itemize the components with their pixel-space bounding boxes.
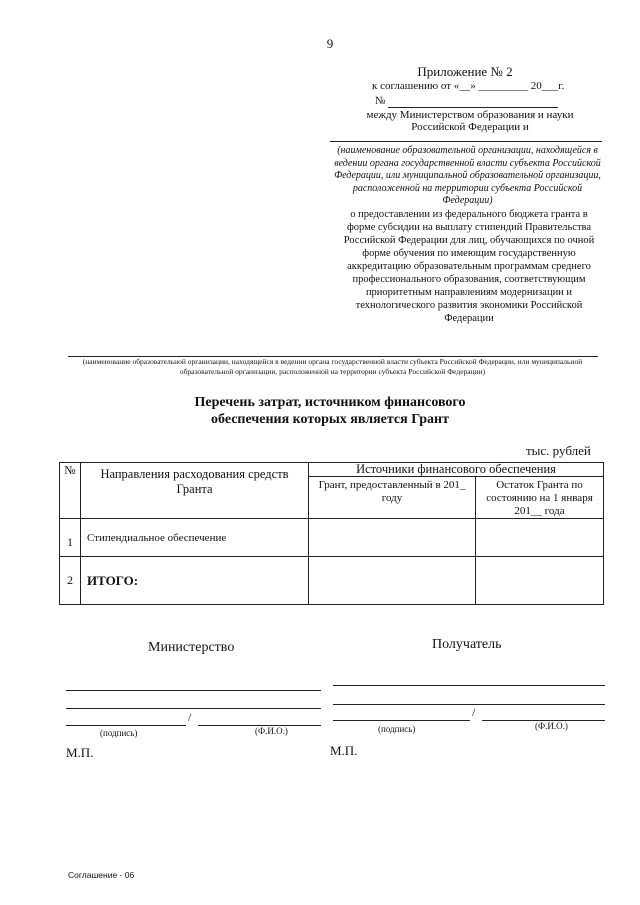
appendix-title: Приложение № 2 bbox=[417, 64, 513, 79]
col-header-direction: Направления расходования средств Гранта bbox=[81, 463, 309, 519]
row-direction-total: ИТОГО: bbox=[81, 557, 309, 605]
recipient-name-caption: (Ф.И.О.) bbox=[535, 721, 568, 731]
recipient-line-1 bbox=[333, 685, 605, 686]
page-number: 9 bbox=[326, 36, 334, 51]
recipient-slash: / bbox=[472, 705, 476, 719]
ministry-label: Министерство bbox=[148, 640, 235, 655]
appendix-federation: Российской Федерации и bbox=[411, 121, 529, 133]
organization-caption: (наименование образовательной организации, находящейся в ведении органа государственной власти субъекта Российской Федерации, или муниципальной образовательной организации, расположенной на территории субъекта Российской Федерации) bbox=[334, 145, 601, 206]
recipient-line-2 bbox=[333, 704, 605, 705]
ministry-line-1 bbox=[66, 690, 321, 691]
ministry-signature-line bbox=[66, 725, 186, 726]
col-header-grant: Грант, предоставленный в 201_ году bbox=[309, 477, 476, 519]
row-direction: Стипендиальное обеспечение bbox=[81, 519, 309, 557]
heading-line-2: обеспечения которых является Грант bbox=[211, 412, 449, 427]
table-row bbox=[60, 557, 604, 605]
heading-line-1: Перечень затрат, источником финансового bbox=[194, 395, 466, 410]
ministry-stamp: М.П. bbox=[66, 745, 94, 760]
footer-code: Соглашение - 06 bbox=[68, 870, 135, 880]
row-number: 1 bbox=[60, 519, 81, 557]
recipient-stamp: М.П. bbox=[330, 743, 358, 758]
costs-table bbox=[59, 462, 604, 605]
col-header-no: № bbox=[60, 463, 81, 519]
organization-caption-bottom: (наименование образовательной организации, находящейся в ведении органа государственной власти субъекта Российской Федерации, или муниципальной образовательной организации, расположенной на территории субъекта Российской Федерации) bbox=[82, 357, 583, 376]
row-remainder-value bbox=[476, 519, 604, 557]
recipient-signature-line bbox=[333, 720, 470, 721]
agreement-date-line: к соглашению от «__» _________ 20___г. bbox=[372, 80, 565, 92]
recipient-signature-caption: (подпись) bbox=[378, 724, 416, 734]
recipient-label: Получатель bbox=[432, 637, 502, 652]
row-remainder-value bbox=[476, 557, 604, 605]
col-header-remainder: Остаток Гранта по состоянию на 1 января 201__ года bbox=[476, 477, 604, 519]
appendix-between: между Министерством образования и науки bbox=[366, 109, 574, 121]
ministry-line-2 bbox=[66, 708, 321, 709]
appendix-purpose: о предоставлении из федерального бюджета гранта в форме субсидии на выплату стипендий Правительства Российской Федерации для лиц, обучающихся по очной форме обучения по имеющим государственную аккредитацию образовательным программам среднего профессионального образования, соответствующим приоритетным направлениям модернизации и технологического развития экономики Российской Федерации bbox=[343, 209, 595, 324]
organization-name-line bbox=[330, 141, 602, 142]
agreement-number-line bbox=[388, 107, 558, 108]
agreement-number-label: № bbox=[375, 95, 386, 107]
ministry-slash: / bbox=[188, 710, 192, 724]
row-number: 2 bbox=[60, 557, 81, 605]
ministry-signature-caption: (подпись) bbox=[100, 728, 138, 738]
row-grant-value bbox=[309, 519, 476, 557]
table-row bbox=[60, 519, 604, 557]
col-header-sources: Источники финансового обеспечения bbox=[309, 463, 604, 477]
ministry-name-caption: (Ф.И.О.) bbox=[255, 726, 288, 736]
units-label: тыс. рублей bbox=[526, 443, 591, 458]
row-grant-value bbox=[309, 557, 476, 605]
